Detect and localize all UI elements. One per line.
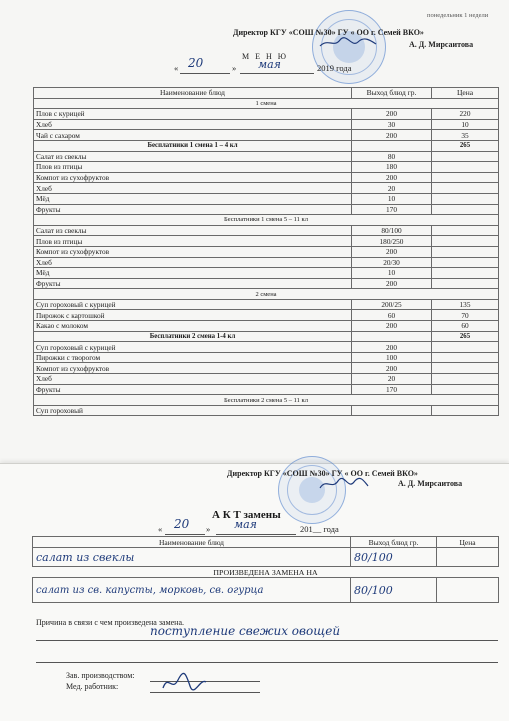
act-original-output: 80/100 xyxy=(351,548,437,567)
act-original-price xyxy=(437,548,499,567)
menu-dish-price xyxy=(432,257,499,268)
menu-dish-name: Какао с молоком xyxy=(34,321,352,332)
date-day: 20 xyxy=(188,56,204,70)
act-table xyxy=(32,536,499,603)
menu-dish-name: Пирожок с картошкой xyxy=(34,310,352,321)
menu-dish-price: 135 xyxy=(432,299,499,310)
menu-dish-output: 170 xyxy=(352,384,432,395)
menu-dish-name: Компот из сухофруктов xyxy=(34,172,352,183)
menu-dish-price xyxy=(432,278,499,289)
act-date-close: » xyxy=(206,524,211,534)
act-med-label: Мед. работник: xyxy=(66,682,119,691)
menu-row xyxy=(34,268,499,279)
menu-dish-output: 200 xyxy=(352,109,432,120)
menu-dish-price xyxy=(432,342,499,353)
menu-dish-output: 180/250 xyxy=(352,236,432,247)
act-approval-line-1: Директор КГУ «СОШ №30» ГУ « ОО г. Семей ВКО» xyxy=(227,469,418,478)
menu-dish-name: Фрукты xyxy=(34,384,352,395)
act-replacement-dish: салат из св. капусты, морковь, св. огурца xyxy=(33,578,351,603)
menu-row xyxy=(34,162,499,173)
menu-dish-output: 80/100 xyxy=(352,225,432,236)
col-header-price: Цена xyxy=(432,88,499,99)
act-approval-line-2: А. Д. Мирсаитова xyxy=(398,479,463,488)
menu-dish-price xyxy=(432,352,499,363)
menu-dish-output xyxy=(352,331,432,342)
menu-row xyxy=(34,109,499,120)
menu-dish-output: 20 xyxy=(352,374,432,385)
menu-dish-price xyxy=(432,193,499,204)
menu-row xyxy=(34,246,499,257)
menu-row xyxy=(34,204,499,215)
menu-dish-output: 20/30 xyxy=(352,257,432,268)
act-date-open: « xyxy=(158,524,163,534)
act-date-day: 20 xyxy=(174,517,190,531)
menu-dish-output: 20 xyxy=(352,183,432,194)
col-header-name: Наименование блюд xyxy=(34,88,352,99)
menu-dish-name: Плов с курицей xyxy=(34,109,352,120)
act-date-month: мая xyxy=(234,518,257,531)
col-header-output: Выход блюд гр. xyxy=(352,88,432,99)
menu-dish-output: 200 xyxy=(352,172,432,183)
menu-row xyxy=(34,151,499,162)
menu-row xyxy=(34,278,499,289)
menu-dish-name: Чай с сахаром xyxy=(34,130,352,141)
menu-row xyxy=(34,310,499,321)
menu-dish-name: Салат из свеклы xyxy=(34,151,352,162)
menu-row xyxy=(34,352,499,363)
menu-dish-price xyxy=(432,384,499,395)
menu-row xyxy=(34,225,499,236)
menu-title: М Е Н Ю xyxy=(242,52,288,61)
act-reason-label: Причина в связи с чем произведена замена. xyxy=(36,618,185,627)
menu-dish-name: Мёд xyxy=(34,193,352,204)
menu-dish-output: 200 xyxy=(352,342,432,353)
date-close-quote: » xyxy=(232,63,237,73)
medic-signature xyxy=(160,670,208,696)
menu-dish-price xyxy=(432,183,499,194)
director-signature xyxy=(318,36,378,50)
menu-dish-price xyxy=(432,225,499,236)
menu-dish-name: Компот из сухофруктов xyxy=(34,246,352,257)
menu-row xyxy=(34,236,499,247)
menu-dish-name: Хлеб xyxy=(34,119,352,130)
menu-dish-name: Фрукты xyxy=(34,278,352,289)
menu-row xyxy=(34,405,499,416)
menu-dish-name: Плов из птицы xyxy=(34,162,352,173)
menu-dish-price xyxy=(432,405,499,416)
menu-dish-name: Салат из свеклы xyxy=(34,225,352,236)
act-original-dish: салат из свеклы xyxy=(33,548,351,567)
date-year: 2019 года xyxy=(317,63,352,73)
menu-dish-price xyxy=(432,374,499,385)
menu-dish-output: 200 xyxy=(352,278,432,289)
menu-dish-name: Компот из сухофруктов xyxy=(34,363,352,374)
menu-row xyxy=(34,342,499,353)
act-director-signature xyxy=(318,476,370,492)
menu-row xyxy=(34,299,499,310)
menu-table-header xyxy=(34,88,499,99)
date-month: мая xyxy=(258,58,281,71)
act-reason-value: поступление свежих овощей xyxy=(150,624,341,638)
menu-dish-name: Бесплатники 2 смена 1-4 кл xyxy=(34,331,352,342)
menu-dish-name: Пирожки с творогом xyxy=(34,352,352,363)
menu-dish-output: 10 xyxy=(352,268,432,279)
menu-dish-name: Фрукты xyxy=(34,204,352,215)
menu-subtotal-row xyxy=(34,140,499,151)
act-replacement-price xyxy=(437,578,499,603)
menu-dish-name: Суп гороховый xyxy=(34,405,352,416)
menu-dish-price: 265 xyxy=(432,140,499,151)
menu-dish-output: 200 xyxy=(352,130,432,141)
approval-line-1: Директор КГУ «СОШ №30» ГУ « ОО г. Семей ВКО» xyxy=(233,28,424,37)
menu-dish-output: 80 xyxy=(352,151,432,162)
menu-section-label: Бесплатники 1 смена 5 – 11 кл xyxy=(34,215,499,226)
menu-row xyxy=(34,257,499,268)
menu-section-row xyxy=(34,395,499,406)
menu-dish-price: 10 xyxy=(432,119,499,130)
menu-dish-name: Суп гороховый с курицей xyxy=(34,342,352,353)
menu-dish-output: 200/25 xyxy=(352,299,432,310)
menu-dish-output: 10 xyxy=(352,193,432,204)
menu-section-label: 2 смена xyxy=(34,289,499,300)
menu-dish-price xyxy=(432,204,499,215)
menu-dish-name: Хлеб xyxy=(34,374,352,385)
menu-dish-name: Бесплатники 1 смена 1 – 4 кл xyxy=(34,140,352,151)
act-zav-label: Зав. производством: xyxy=(66,671,135,680)
menu-row xyxy=(34,384,499,395)
menu-dish-name: Суп гороховый с курицей xyxy=(34,299,352,310)
menu-dish-output xyxy=(352,405,432,416)
menu-row xyxy=(34,130,499,141)
menu-dish-output: 170 xyxy=(352,204,432,215)
menu-row xyxy=(34,183,499,194)
menu-section-row xyxy=(34,215,499,226)
menu-dish-price xyxy=(432,236,499,247)
menu-dish-price: 220 xyxy=(432,109,499,120)
menu-row xyxy=(34,374,499,385)
menu-dish-price xyxy=(432,151,499,162)
menu-dish-name: Хлеб xyxy=(34,257,352,268)
menu-dish-output: 100 xyxy=(352,352,432,363)
menu-dish-output: 180 xyxy=(352,162,432,173)
menu-dish-price xyxy=(432,246,499,257)
approval-line-2: А. Д. Мирсаитова xyxy=(409,40,474,49)
menu-subtotal-row xyxy=(34,331,499,342)
menu-dish-output: 200 xyxy=(352,246,432,257)
menu-dish-output: 30 xyxy=(352,119,432,130)
menu-section-row xyxy=(34,98,499,109)
menu-dish-price: 265 xyxy=(432,331,499,342)
menu-row xyxy=(34,172,499,183)
act-date-year: 201__ года xyxy=(300,524,339,534)
menu-dish-name: Плов из птицы xyxy=(34,236,352,247)
menu-section-label: 1 смена xyxy=(34,98,499,109)
menu-dish-price: 70 xyxy=(432,310,499,321)
menu-dish-price xyxy=(432,162,499,173)
menu-section-label: Бесплатники 2 смена 5 – 11 кл xyxy=(34,395,499,406)
menu-dish-output xyxy=(352,140,432,151)
menu-row xyxy=(34,321,499,332)
menu-section-row xyxy=(34,289,499,300)
act-col-header-output: Выход блюд гр. xyxy=(351,537,437,548)
act-col-header-name: Наименование блюд xyxy=(33,537,351,548)
menu-dish-output: 200 xyxy=(352,363,432,374)
menu-table xyxy=(33,87,499,416)
menu-dish-price: 60 xyxy=(432,321,499,332)
act-col-header-price: Цена xyxy=(437,537,499,548)
menu-dish-output: 200 xyxy=(352,321,432,332)
act-replacement-output: 80/100 xyxy=(351,578,437,603)
menu-dish-price xyxy=(432,268,499,279)
act-title: А К Т замены xyxy=(212,509,281,521)
menu-row xyxy=(34,193,499,204)
menu-dish-price xyxy=(432,172,499,183)
menu-dish-price: 35 xyxy=(432,130,499,141)
menu-dish-name: Мёд xyxy=(34,268,352,279)
menu-dish-output: 60 xyxy=(352,310,432,321)
top-note: понедельник 1 недели xyxy=(427,12,489,19)
menu-dish-price xyxy=(432,363,499,374)
act-replaced-label: ПРОИЗВЕДЕНА ЗАМЕНА НА xyxy=(33,567,499,578)
menu-row xyxy=(34,119,499,130)
menu-dish-name: Хлеб xyxy=(34,183,352,194)
date-open-quote: « xyxy=(174,63,179,73)
menu-row xyxy=(34,363,499,374)
